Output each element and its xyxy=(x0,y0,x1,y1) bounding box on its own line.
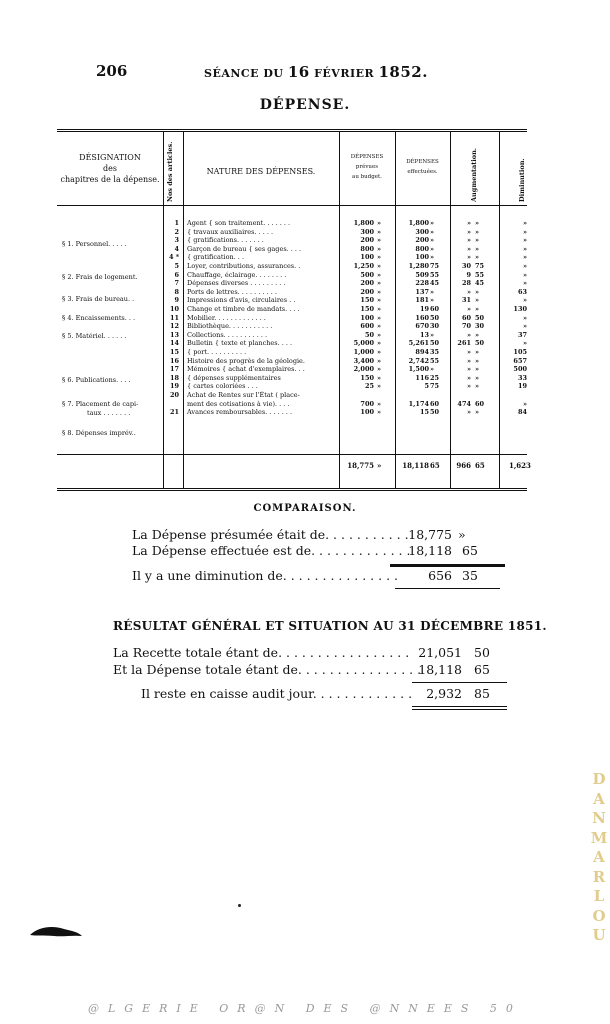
row-augmentation-cents: 75 xyxy=(475,262,485,270)
row-diminution: » xyxy=(522,253,527,262)
row-augmentation-cents: 60 xyxy=(475,399,485,408)
header-designation-line: chapitres de la dépense. xyxy=(60,175,160,184)
row-diminution: 33 xyxy=(517,373,527,382)
row-previsions-cents: » xyxy=(377,270,382,279)
row-augmentation: 30 xyxy=(461,262,471,270)
row-effectuees-cents: 60 xyxy=(430,399,440,408)
chapter-label: § 2. Frais de logement. xyxy=(62,273,138,281)
row-augmentation-cents: 50 xyxy=(475,339,485,348)
row-nature: Agent { son traitement. . . . . . . xyxy=(187,219,291,227)
row-diminution: 500 xyxy=(513,365,527,374)
header-augmentation: Augmentation. xyxy=(470,147,478,202)
row-effectuees: 1,500 xyxy=(408,365,429,374)
row-effectuees: 509 xyxy=(415,270,429,279)
row-nature: Dépenses diverses . . . . . . . . . xyxy=(187,279,286,288)
row-previsions-cents: » xyxy=(377,348,382,356)
table-row xyxy=(57,391,527,400)
resultat-line: La Recette totale étant de. . . . . . . . . . . . . . . . . xyxy=(113,645,410,660)
row-effectuees-cents: 75 xyxy=(430,382,440,391)
row-augmentation: 474 xyxy=(457,399,471,408)
running-title-day: 16 xyxy=(287,63,310,81)
chapter-label: § 6. Publications. . . . xyxy=(62,376,131,384)
row-augmentation-cents: » xyxy=(475,330,480,339)
running-title xyxy=(204,63,428,81)
row-augmentation: » xyxy=(466,348,471,356)
row-effectuees: 13 xyxy=(419,330,429,339)
row-augmentation: 31 xyxy=(461,296,471,305)
row-previsions-cents: » xyxy=(377,253,382,262)
comparaison-cents: 65 xyxy=(462,543,478,558)
resultat-amount: 2,932 xyxy=(426,686,462,701)
totals-rule xyxy=(57,454,527,455)
row-diminution: 105 xyxy=(513,348,527,356)
table-row xyxy=(57,365,527,374)
row-nature: Bulletin { texte et planches. . . . xyxy=(187,339,293,348)
total-effectuees-cents: 65 xyxy=(430,461,440,470)
row-augmentation-cents: 45 xyxy=(475,279,485,288)
row-diminution: » xyxy=(522,262,527,270)
row-effectuees: 5 xyxy=(424,382,429,391)
table-row xyxy=(57,279,527,288)
resultat-double-rule xyxy=(412,706,507,707)
row-article-number: 2 xyxy=(174,227,179,236)
row-effectuees-cents: » xyxy=(430,236,435,245)
row-previsions: 100 xyxy=(360,313,374,322)
header-previsions-line: au budget. xyxy=(352,174,382,180)
row-previsions: 25 xyxy=(364,382,374,391)
row-augmentation-cents: » xyxy=(475,244,480,253)
row-diminution: 84 xyxy=(517,408,527,417)
row-augmentation: » xyxy=(466,287,471,296)
row-previsions: 150 xyxy=(360,296,374,305)
table-row xyxy=(57,288,527,297)
row-previsions-cents: » xyxy=(377,236,382,245)
table-row xyxy=(57,339,527,348)
footer-watermark: @LGERIE OR@N DES @NNEES 50 xyxy=(88,1002,522,1015)
row-diminution: » xyxy=(522,244,527,253)
row-article-number: 11 xyxy=(169,313,179,322)
row-article-number: 7 xyxy=(174,279,179,288)
row-article-number: 10 xyxy=(169,305,179,313)
row-nature: { gratifications. . . . . . . xyxy=(187,236,264,245)
row-previsions-cents: » xyxy=(377,339,382,348)
row-augmentation-cents: » xyxy=(475,373,480,382)
row-nature: Mémoires { achat d'exemplaires. . . xyxy=(187,365,305,374)
row-augmentation-cents: 55 xyxy=(475,270,485,279)
running-title-month: FÉVRIER xyxy=(314,67,375,80)
resultat-line: Et la Dépense totale étant de. . . . . . . . . . . . . . . . xyxy=(113,662,422,677)
row-effectuees-cents: » xyxy=(430,365,435,374)
resultat-cents: 85 xyxy=(474,686,490,701)
header-diminution: Diminution. xyxy=(518,158,526,202)
row-previsions: 700 xyxy=(360,399,374,408)
row-previsions-cents: » xyxy=(377,287,382,296)
header-designation-line: des xyxy=(103,164,117,173)
row-article-number: 5 xyxy=(174,262,179,270)
row-previsions: 3,400 xyxy=(353,356,374,365)
row-previsions: 50 xyxy=(364,330,374,339)
header-articles: Nos des articles. xyxy=(166,141,174,202)
row-effectuees: 160 xyxy=(415,313,429,322)
row-previsions-cents: » xyxy=(377,373,382,382)
row-previsions: 150 xyxy=(360,305,374,313)
table-row xyxy=(57,271,527,280)
row-augmentation: » xyxy=(466,356,471,365)
row-effectuees-cents: 25 xyxy=(430,373,440,382)
row-augmentation-cents: » xyxy=(475,348,480,356)
row-article-number: 1 xyxy=(174,219,179,227)
table-row xyxy=(57,382,527,391)
row-effectuees: 5,261 xyxy=(408,339,429,348)
row-effectuees: 19 xyxy=(419,305,429,313)
row-nature: Loyer, contributions, assurances. . xyxy=(187,262,301,270)
chapter-label: § 5. Matériel. . . . . . xyxy=(62,332,127,340)
section-title: DÉPENSE. xyxy=(259,97,351,113)
table-row xyxy=(57,228,527,237)
row-effectuees: 228 xyxy=(415,279,429,288)
row-effectuees-cents: 30 xyxy=(430,322,440,331)
row-article-number: 16 xyxy=(169,356,179,365)
row-augmentation: 60 xyxy=(461,313,471,322)
header-rule xyxy=(57,205,527,206)
row-effectuees: 300 xyxy=(415,227,429,236)
row-effectuees-cents: 50 xyxy=(430,339,440,348)
row-diminution: 130 xyxy=(513,305,527,313)
chapter-label: § 1. Personnel. . . . . xyxy=(62,240,127,248)
row-previsions: 1,250 xyxy=(353,262,374,270)
table-row xyxy=(57,314,527,323)
side-watermark: DANMARLOU xyxy=(590,770,608,944)
resultat-cents: 50 xyxy=(474,645,490,660)
chapter-label: taux . . . . . . . xyxy=(87,409,131,417)
row-diminution: » xyxy=(522,270,527,279)
table-row xyxy=(57,408,527,417)
row-effectuees-cents: 60 xyxy=(430,305,440,313)
row-previsions: 100 xyxy=(360,408,374,417)
row-diminution: 657 xyxy=(513,356,527,365)
row-article-number: 17 xyxy=(169,365,179,374)
row-effectuees: 15 xyxy=(419,408,429,417)
row-previsions: 2,000 xyxy=(353,365,374,374)
table-row xyxy=(57,305,527,314)
row-previsions-cents: » xyxy=(377,408,382,417)
row-effectuees-cents: 55 xyxy=(430,270,440,279)
row-article-number: 20 xyxy=(169,391,179,399)
comparaison-cents: 35 xyxy=(462,568,478,583)
expense-table xyxy=(57,129,531,491)
row-augmentation-cents: » xyxy=(475,253,480,262)
row-effectuees: 2,742 xyxy=(408,356,429,365)
row-augmentation-cents: » xyxy=(475,296,480,305)
row-previsions-cents: » xyxy=(377,313,382,322)
comparaison-rule xyxy=(390,564,505,567)
table-row xyxy=(57,374,527,383)
row-article-number: 13 xyxy=(169,330,179,339)
header-previsions-line: prévues xyxy=(355,164,379,170)
row-effectuees-cents: 50 xyxy=(430,408,440,417)
header-nature: NATURE DES DÉPENSES. xyxy=(206,167,316,176)
row-previsions: 1,800 xyxy=(353,219,374,227)
row-diminution: 19 xyxy=(517,382,527,391)
row-nature: Avances remboursables. . . . . . . xyxy=(187,408,293,417)
row-effectuees-cents: 45 xyxy=(430,279,440,288)
row-augmentation-cents: » xyxy=(475,408,480,417)
row-augmentation: » xyxy=(466,373,471,382)
ink-blot xyxy=(28,924,84,940)
row-effectuees-cents: » xyxy=(430,287,435,296)
total-previsions-cents: » xyxy=(377,461,382,470)
total-augmentation: 966 xyxy=(456,461,471,470)
table-row xyxy=(57,348,527,357)
row-augmentation-cents: » xyxy=(475,365,480,374)
row-effectuees: 670 xyxy=(415,322,429,331)
row-previsions: 300 xyxy=(360,227,374,236)
row-nature: { port. . . . . . . . . . xyxy=(187,348,247,356)
totals-row xyxy=(57,461,531,471)
row-augmentation: » xyxy=(466,219,471,227)
row-nature: Impressions d'avis, circulaires . . xyxy=(187,296,296,305)
row-article-number: 3 xyxy=(174,236,179,245)
row-previsions-cents: » xyxy=(377,262,382,270)
row-article-number: 4 xyxy=(174,244,179,253)
row-nature: ment des cotisations à vie). . . . xyxy=(187,399,290,408)
header-designation-line: DÉSIGNATION xyxy=(79,153,141,162)
row-previsions-cents: » xyxy=(377,322,382,331)
row-augmentation-cents: 50 xyxy=(475,313,485,322)
row-effectuees-cents: 50 xyxy=(430,313,440,322)
comparaison-line: Il y a une diminution de. . . . . . . . . . . . . . . xyxy=(132,568,398,583)
row-previsions: 100 xyxy=(360,253,374,262)
row-augmentation: » xyxy=(466,227,471,236)
row-article-number: 4 * xyxy=(169,253,180,262)
row-effectuees-cents: 35 xyxy=(430,348,440,356)
header-effectuees xyxy=(395,157,450,177)
row-effectuees-cents: 55 xyxy=(430,356,440,365)
total-diminution: 1,623 xyxy=(509,461,531,470)
total-augmentation-cents: 65 xyxy=(475,461,485,470)
comparaison-amount: 656 xyxy=(428,568,452,583)
row-augmentation-cents: » xyxy=(475,219,480,227)
chapter-label: § 7. Placement de capi- xyxy=(62,400,139,408)
running-title-year: 1852. xyxy=(378,63,428,81)
row-diminution: » xyxy=(522,279,527,288)
row-effectuees: 1,280 xyxy=(408,262,429,270)
row-effectuees: 800 xyxy=(415,244,429,253)
row-diminution: » xyxy=(522,227,527,236)
row-previsions: 5,000 xyxy=(353,339,374,348)
row-previsions-cents: » xyxy=(377,356,382,365)
row-article-number: 6 xyxy=(174,270,179,279)
row-nature: Chauffage, éclairage. . . . . . . . xyxy=(187,270,287,279)
resultat-title: RÉSULTAT GÉNÉRAL ET SITUATION AU 31 DÉCEMBRE 1851. xyxy=(113,619,547,633)
row-diminution: » xyxy=(522,322,527,331)
row-previsions-cents: » xyxy=(377,382,382,391)
row-previsions: 1,000 xyxy=(353,348,374,356)
row-augmentation-cents: » xyxy=(475,236,480,245)
total-previsions: 18,775 xyxy=(347,461,374,470)
row-nature: Change et timbre de mandats. . . . xyxy=(187,305,300,313)
comparaison-line: La Dépense effectuée est de. . . . . . . . . . . . . xyxy=(132,543,411,558)
table-row xyxy=(57,296,527,305)
table-row xyxy=(57,219,527,228)
row-article-number: 12 xyxy=(169,322,179,331)
page-number: 206 xyxy=(96,62,128,80)
table-row xyxy=(57,357,527,366)
row-effectuees: 181 xyxy=(415,296,429,305)
row-previsions: 500 xyxy=(360,270,374,279)
row-augmentation: » xyxy=(466,244,471,253)
row-diminution: » xyxy=(522,236,527,245)
header-previsions xyxy=(339,152,395,182)
row-article-number: 15 xyxy=(169,348,179,356)
row-augmentation: 9 xyxy=(466,270,471,279)
row-diminution: » xyxy=(522,399,527,408)
chapter-label: § 8. Dépenses imprév.. xyxy=(62,429,136,437)
row-augmentation-cents: » xyxy=(475,356,480,365)
row-nature: Mobilier. . . . . . . . . . . . . xyxy=(187,313,266,322)
row-article-number: 21 xyxy=(169,408,179,417)
row-nature: { cartes coloriées . . . xyxy=(187,382,258,391)
table-row xyxy=(57,400,527,409)
row-effectuees: 200 xyxy=(415,236,429,245)
row-article-number: 18 xyxy=(169,373,179,382)
running-title-prefix: SÉANCE DU xyxy=(204,67,284,80)
comparaison-line: La Dépense présumée était de. . . . . . . . . . . xyxy=(132,527,409,542)
row-previsions-cents: » xyxy=(377,330,382,339)
table-row xyxy=(57,322,527,331)
row-diminution: » xyxy=(522,296,527,305)
row-diminution: 37 xyxy=(517,330,527,339)
row-nature: Garçon de bureau { ses gages. . . . xyxy=(187,244,302,253)
resultat-rule xyxy=(412,682,507,683)
row-effectuees-cents: 75 xyxy=(430,262,440,270)
table-row xyxy=(57,253,527,262)
row-effectuees: 894 xyxy=(415,348,429,356)
header-previsions-line: DÉPENSES xyxy=(350,154,384,160)
chapter-label: § 3. Frais de bureau. . xyxy=(62,295,135,303)
row-previsions-cents: » xyxy=(377,296,382,305)
row-effectuees-cents: » xyxy=(430,227,435,236)
row-previsions: 200 xyxy=(360,236,374,245)
table-row xyxy=(57,331,527,340)
header-effectuees-line: DÉPENSES xyxy=(406,159,439,165)
table-row xyxy=(57,245,527,254)
row-previsions-cents: » xyxy=(377,244,382,253)
comparaison-cents: » xyxy=(458,527,466,542)
row-augmentation-cents: » xyxy=(475,382,480,391)
row-previsions: 600 xyxy=(360,322,374,331)
row-augmentation-cents: » xyxy=(475,305,480,313)
row-previsions-cents: » xyxy=(377,365,382,374)
row-augmentation-cents: » xyxy=(475,227,480,236)
row-effectuees: 100 xyxy=(415,253,429,262)
resultat-cents: 65 xyxy=(474,662,490,677)
row-augmentation: 70 xyxy=(461,322,471,331)
row-augmentation-cents: 30 xyxy=(475,322,485,331)
row-effectuees-cents: » xyxy=(430,330,435,339)
row-effectuees-cents: » xyxy=(430,296,435,305)
row-augmentation: » xyxy=(466,408,471,417)
row-nature: { travaux auxiliaires. . . . . xyxy=(187,227,274,236)
row-nature: Histoire des progrès de la géologie. xyxy=(187,356,305,365)
row-effectuees-cents: » xyxy=(430,244,435,253)
comparaison-amount: 18,118 xyxy=(408,543,452,558)
row-nature: Ports de lettres. . . . . . . . . . xyxy=(187,287,277,296)
row-nature: Bibliothèque. . . . . . . . . . . xyxy=(187,322,273,331)
row-previsions-cents: » xyxy=(377,279,382,288)
chapter-label: § 4. Encaissements. . . xyxy=(62,314,136,322)
row-augmentation: » xyxy=(466,382,471,391)
row-augmentation: » xyxy=(466,253,471,262)
row-effectuees: 137 xyxy=(415,287,429,296)
row-augmentation: » xyxy=(466,330,471,339)
comparaison-underline xyxy=(395,588,500,589)
row-augmentation: 28 xyxy=(461,279,471,288)
row-article-number: 14 xyxy=(169,339,179,348)
row-effectuees: 1,174 xyxy=(408,399,429,408)
row-previsions-cents: » xyxy=(377,227,382,236)
row-previsions-cents: » xyxy=(377,305,382,313)
row-diminution: » xyxy=(522,339,527,348)
resultat-double-rule xyxy=(412,709,507,710)
row-effectuees-cents: » xyxy=(430,219,435,227)
resultat-line: Il reste en caisse audit jour. . . . . . . . . . . . . xyxy=(141,686,413,701)
row-nature: Achat de Rentes sur l'État ( place- xyxy=(187,391,300,399)
row-previsions-cents: » xyxy=(377,399,382,408)
row-augmentation: » xyxy=(466,365,471,374)
resultat-amount: 21,051 xyxy=(418,645,462,660)
table-row xyxy=(57,262,527,271)
row-nature: { gratification. . . xyxy=(187,253,245,262)
row-previsions: 200 xyxy=(360,279,374,288)
row-article-number: 9 xyxy=(174,296,179,305)
row-augmentation: » xyxy=(466,305,471,313)
row-effectuees: 1,800 xyxy=(408,219,429,227)
header-effectuees-line: effectuées. xyxy=(407,169,438,175)
row-augmentation: » xyxy=(466,236,471,245)
resultat-amount: 18,118 xyxy=(418,662,462,677)
row-diminution: » xyxy=(522,219,527,227)
total-effectuees: 18,118 xyxy=(402,461,429,470)
row-augmentation: 261 xyxy=(457,339,471,348)
row-diminution: 63 xyxy=(517,287,527,296)
row-previsions-cents: » xyxy=(377,219,382,227)
row-effectuees-cents: » xyxy=(430,253,435,262)
row-diminution: » xyxy=(522,313,527,322)
table-row xyxy=(57,236,527,245)
ink-dot xyxy=(238,904,241,907)
row-previsions: 800 xyxy=(360,244,374,253)
row-effectuees: 116 xyxy=(415,373,429,382)
row-previsions: 200 xyxy=(360,287,374,296)
row-article-number: 8 xyxy=(174,287,179,296)
comparaison-title: COMPARAISON. xyxy=(253,503,357,514)
header-designation xyxy=(57,152,163,185)
row-nature: Collections. . . . . . . . . . . xyxy=(187,330,268,339)
comparaison-amount: 18,775 xyxy=(408,527,452,542)
row-nature: { dépenses supplémentaires xyxy=(187,373,281,382)
row-augmentation-cents: » xyxy=(475,287,480,296)
row-previsions: 150 xyxy=(360,373,374,382)
row-article-number: 19 xyxy=(169,382,179,391)
